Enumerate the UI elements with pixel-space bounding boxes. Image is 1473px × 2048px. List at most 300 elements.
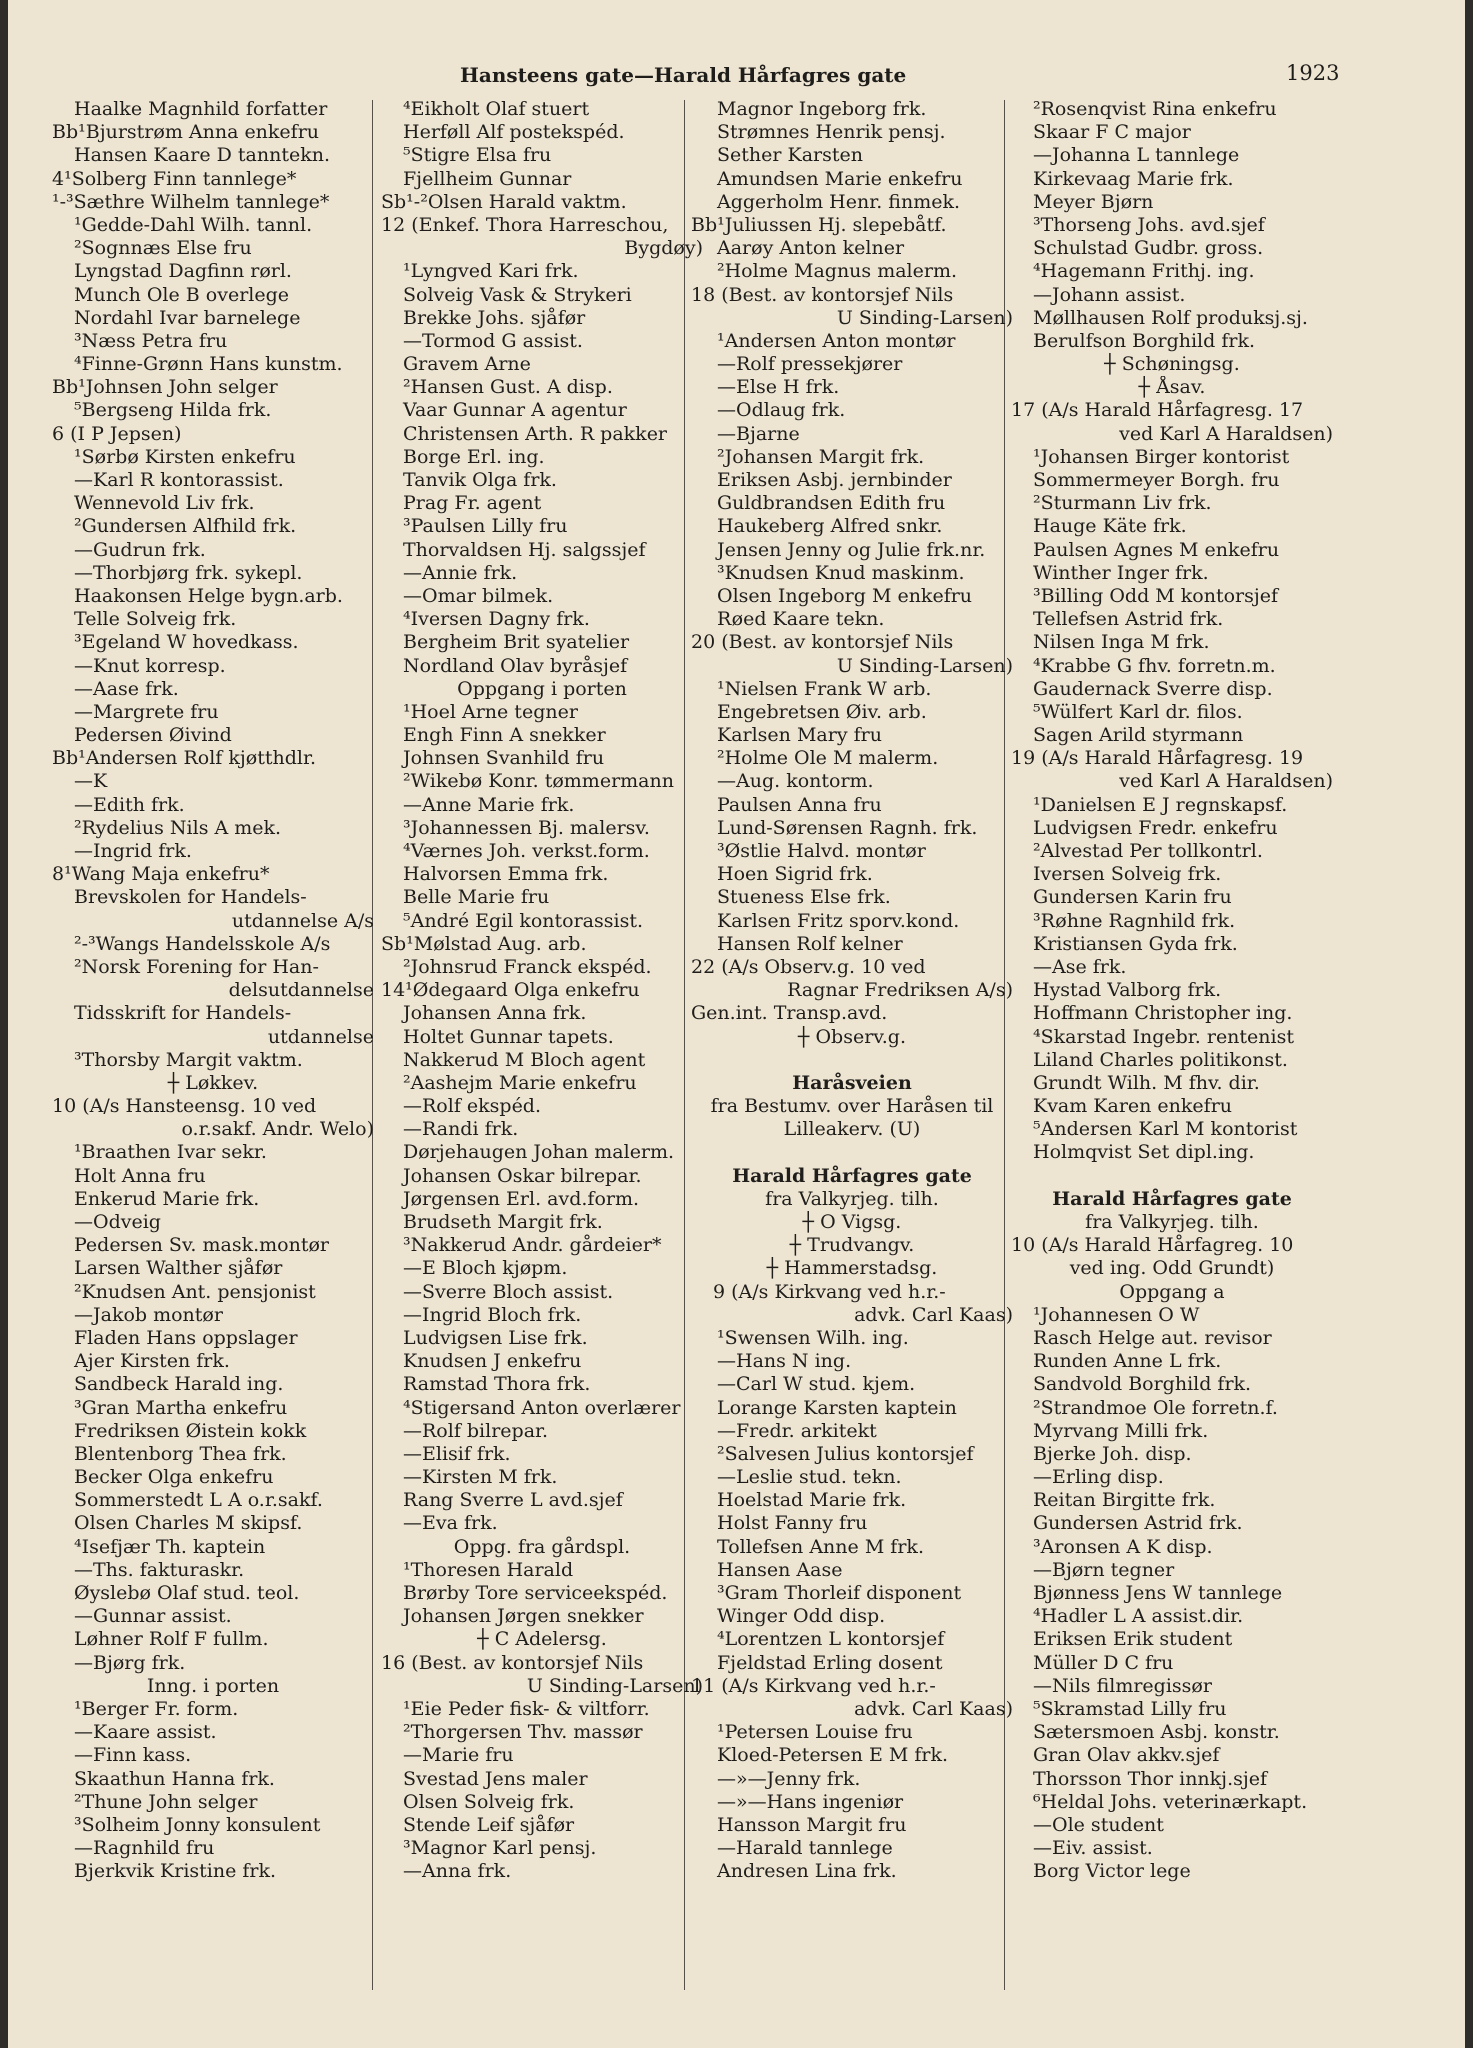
directory-line: advk. Carl Kaas): [854, 1697, 1013, 1720]
directory-line: Jørgensen Erl. avd.form.: [403, 1187, 640, 1210]
directory-line: Hoffmann Christopher ing.: [1033, 1002, 1293, 1025]
directory-line: —Tormod G assist.: [403, 329, 583, 352]
directory-line: ¹Berger Fr. form.: [74, 1697, 239, 1720]
directory-line: fra Valkyrjeg. tilh.: [1085, 1211, 1259, 1233]
directory-line: ²Salvesen Julius kontorsjef: [717, 1442, 974, 1465]
directory-line: Becker Olga enkefru: [74, 1466, 274, 1489]
directory-line: Johansen Oskar bilrepar.: [403, 1164, 642, 1187]
directory-line: —Randi frk.: [403, 1118, 519, 1141]
directory-line: ¹Andersen Anton montør: [717, 329, 956, 352]
directory-line: Haakonsen Helge bygn.arb.: [74, 584, 343, 607]
directory-line: Enkerud Marie frk.: [74, 1187, 260, 1210]
directory-line: ⁵Andersen Karl M kontorist: [1033, 1118, 1298, 1141]
directory-line: Lyngstad Dagfinn rørl.: [74, 260, 292, 283]
directory-line: ²Sognnæs Else fru: [74, 237, 252, 260]
directory-line: —Ingrid Bloch frk.: [403, 1303, 582, 1326]
directory-line: Nakkerud M Bloch agent: [403, 1048, 646, 1071]
directory-line: ³Solheim Jonny konsulent: [74, 1813, 321, 1836]
directory-line: Oppgang i porten: [457, 677, 627, 700]
directory-line: ⁵Bergseng Hilda frk.: [74, 399, 272, 422]
directory-line: —K: [74, 770, 108, 793]
directory-line: Magnor Ingeborg frk.: [717, 98, 927, 120]
directory-line: ┼ Åsav.: [1138, 376, 1206, 399]
directory-line: Halvorsen Emma frk.: [403, 863, 609, 886]
directory-line: Pedersen Øivind: [74, 724, 232, 747]
directory-line: [1011, 1165, 1333, 1188]
directory-line: Bb¹Johnsen John selger: [52, 376, 278, 399]
directory-line: Gaudernack Sverre disp.: [1033, 677, 1273, 700]
column-2: [381, 98, 703, 1883]
directory-line: Sætersmoen Asbj. konstr.: [1033, 1721, 1280, 1744]
directory-line: ⁵Wülfert Karl dr. filos.: [1033, 700, 1243, 723]
directory-line: Ludvigsen Fredr. enkefru: [1033, 816, 1278, 839]
directory-line: Olsen Ingeborg M enkefru: [717, 584, 973, 607]
directory-line: Holtet Gunnar tapets.: [403, 1025, 614, 1048]
directory-line: —Ase frk.: [1033, 955, 1127, 978]
directory-line: Bygdøy): [624, 237, 703, 260]
directory-line: Brørby Tore serviceekspéd.: [403, 1582, 668, 1604]
directory-line: Dørjehaugen Johan malerm.: [403, 1141, 675, 1164]
directory-line: ¹Sørbø Kirsten enkefru: [74, 445, 296, 468]
directory-line: ¹-³Sæthre Wilhelm tannlege*: [52, 190, 330, 213]
directory-line: ¹Braathen Ivar sekr.: [74, 1141, 267, 1164]
directory-line: ²Thorgersen Thv. massør: [403, 1721, 643, 1744]
directory-line: —Ths. fakturaskr.: [74, 1558, 245, 1581]
column-3: [691, 98, 1013, 1883]
directory-line: utdannelse: [267, 1025, 374, 1048]
directory-line: —Harald tannlege: [717, 1837, 893, 1860]
directory-line: Gran Olav akkv.sjef: [1033, 1744, 1220, 1767]
directory-line: Wennevold Liv frk.: [74, 492, 255, 515]
directory-line: ¹Johansen Birger kontorist: [1033, 445, 1290, 468]
directory-line: Bjerkvik Kristine frk.: [74, 1860, 277, 1883]
directory-line: —»—Hans ingeniør: [717, 1790, 904, 1813]
directory-line: Hoen Sigrid frk.: [717, 863, 873, 886]
directory-line: ²Hansen Gust. A disp.: [403, 376, 613, 399]
directory-line: Munch Ole B overlege: [74, 283, 290, 306]
directory-line: —Leslie stud. tekn.: [717, 1466, 902, 1489]
directory-line: Eriksen Asbj. jernbinder: [717, 469, 952, 491]
directory-line: —Anne Marie frk.: [403, 793, 575, 816]
directory-line: Guldbrandsen Edith fru: [717, 492, 946, 515]
directory-line: Aggerholm Henr. finmek.: [717, 190, 961, 213]
directory-line: —Aase frk.: [74, 677, 179, 700]
directory-line: Kloed-Petersen E M frk.: [717, 1744, 949, 1767]
directory-line: ⁶Heldal Johs. veterinærkapt.: [1033, 1790, 1308, 1813]
directory-line: Bjønness Jens W tannlege: [1033, 1582, 1283, 1604]
directory-line: —Annie frk.: [403, 561, 518, 584]
directory-line: Jensen Jenny og Julie frk.nr.: [717, 538, 986, 561]
directory-line: Nilsen Inga M frk.: [1033, 631, 1210, 654]
directory-line: Rasch Helge aut. revisor: [1033, 1326, 1272, 1349]
street-heading: Haråsveien: [792, 1071, 912, 1094]
directory-line: ³Thorseng Johs. avd.sjef: [1033, 213, 1265, 236]
directory-line: Nordahl Ivar barnelege: [74, 306, 301, 329]
directory-line: Gundersen Karin fru: [1033, 886, 1232, 909]
directory-line: 9 (A/s Kirkvang ved h.r.-: [713, 1280, 946, 1303]
directory-line: ²Gundersen Alfhild frk.: [74, 515, 297, 538]
directory-line: Winger Odd disp.: [717, 1605, 886, 1628]
directory-line: Sether Karsten: [717, 144, 863, 167]
directory-line: ³Gram Thorleif disponent: [717, 1582, 962, 1604]
directory-line: Reitan Birgitte frk.: [1033, 1489, 1216, 1512]
directory-line: 19 (A/s Harald Hårfagresg. 19: [1011, 747, 1304, 770]
directory-line: Oppg. fra gårdspl.: [453, 1535, 631, 1558]
directory-line: —Ole student: [1033, 1813, 1164, 1836]
directory-line: ved Karl A Haraldsen): [1119, 422, 1333, 445]
directory-line: ved Karl A Haraldsen): [1119, 770, 1333, 793]
directory-line: Paulsen Agnes M enkefru: [1033, 538, 1280, 561]
directory-line: Hansen Rolf kelner: [717, 932, 903, 955]
directory-line: Vaar Gunnar A agentur: [403, 399, 627, 422]
directory-line: Rang Sverre L avd.sjef: [403, 1489, 623, 1512]
directory-line: ²Thune John selger: [74, 1790, 258, 1813]
directory-line: 18 (Best. av kontorsjef Nils: [691, 283, 954, 306]
directory-line: 8¹Wang Maja enkefru*: [52, 863, 270, 886]
directory-line: Bergheim Brit syatelier: [403, 631, 630, 654]
directory-line: ³Thorsby Margit vaktm.: [74, 1048, 303, 1071]
directory-line: o.r.sakf. Andr. Welo): [181, 1118, 374, 1141]
directory-line: —Eiv. assist.: [1033, 1837, 1153, 1860]
directory-line: Schulstad Gudbr. gross.: [1033, 237, 1264, 260]
directory-line: Engebretsen Øiv. arb.: [717, 700, 927, 723]
directory-line: Fjellheim Gunnar: [403, 167, 572, 190]
directory-line: Møllhausen Rolf produksj.sj.: [1033, 306, 1308, 329]
directory-line: Liland Charles politikonst.: [1033, 1048, 1288, 1071]
directory-line: —Margrete fru: [74, 700, 219, 723]
directory-line: 4¹Solberg Finn tannlege*: [52, 167, 297, 190]
directory-line: Oppgang a: [1119, 1280, 1225, 1303]
directory-line: Svestad Jens maler: [403, 1767, 588, 1790]
directory-line: ²Norsk Forening for Han-: [74, 955, 319, 978]
directory-line: —Johann assist.: [1033, 283, 1186, 306]
directory-line: ⁴Lorentzen L kontorsjef: [717, 1628, 945, 1651]
directory-line: Lilleakerv. (U): [783, 1118, 921, 1141]
directory-line: ²Strandmoe Ole forretn.f.: [1033, 1396, 1278, 1419]
directory-line: ³Aronsen A K disp.: [1033, 1535, 1213, 1558]
directory-line: —Omar bilmek.: [403, 584, 554, 607]
directory-line: ³Nakkerud Andr. gårdeier*: [403, 1234, 662, 1257]
directory-line: Stueness Else frk.: [717, 886, 891, 909]
directory-line: ┼ O Vigsg.: [802, 1211, 902, 1233]
directory-line: Karlsen Fritz sporv.kond.: [717, 909, 960, 932]
directory-line: Berulfson Borghild frk.: [1033, 329, 1256, 352]
directory-line: U Sinding-Larsen): [836, 654, 1013, 677]
directory-line: Sommerstedt L A o.r.sakf.: [74, 1489, 323, 1512]
directory-line: 11 (A/s Kirkvang ved h.r.-: [691, 1674, 936, 1697]
directory-line: ⁵Skramstad Lilly fru: [1033, 1697, 1227, 1720]
directory-line: Skaar F C major: [1033, 121, 1191, 144]
directory-line: —E Bloch kjøpm.: [403, 1257, 568, 1280]
directory-line: Paulsen Anna fru: [717, 793, 882, 816]
directory-line: ²Sturmann Liv frk.: [1033, 492, 1212, 515]
directory-line: utdannelse A/s: [231, 909, 374, 932]
directory-line: fra Valkyrjeg. tilh.: [765, 1187, 939, 1210]
directory-line: ⁴Isefjær Th. kaptein: [74, 1535, 266, 1558]
directory-line: Skaathun Hanna frk.: [74, 1767, 275, 1790]
directory-line: U Sinding-Larsen): [526, 1674, 703, 1697]
directory-line: ⁵Stigre Elsa fru: [403, 144, 552, 167]
directory-line: —Bjarne: [717, 422, 800, 445]
directory-line: Runden Anne L frk.: [1033, 1350, 1222, 1373]
directory-line: [691, 1141, 1013, 1164]
directory-line: —Thorbjørg frk. sykepl.: [74, 561, 303, 584]
directory-line: Holt Anna fru: [74, 1164, 206, 1187]
directory-line: ²Rydelius Nils A mek.: [74, 816, 282, 839]
directory-line: Aarøy Anton kelner: [717, 237, 905, 260]
directory-line: Belle Marie fru: [403, 886, 550, 909]
directory-line: ²Knudsen Ant. pensjonist: [74, 1280, 316, 1303]
directory-line: —Ingrid frk.: [74, 840, 192, 862]
directory-line: ┼ C Adelersg.: [477, 1628, 607, 1651]
directory-line: Brevskolen for Handels-: [74, 886, 307, 909]
directory-line: ¹Danielsen E J regnskapsf.: [1033, 793, 1288, 816]
directory-line: —Carl W stud. kjem.: [717, 1373, 916, 1396]
directory-line: fra Bestumv. over Haråsen til: [710, 1095, 994, 1118]
directory-line: Holst Fanny fru: [717, 1512, 868, 1535]
page-header-title: Hansteens gate—Harald Hårfagres gate: [460, 63, 907, 87]
directory-line: —Rolf bilrepar.: [403, 1419, 549, 1442]
directory-line: 14¹Ødegaard Olga enkefru: [381, 979, 640, 1002]
directory-line: ³Johannessen Bj. malersv.: [403, 816, 650, 839]
directory-line: U Sinding-Larsen): [836, 306, 1013, 329]
directory-line: Eriksen Erik student: [1033, 1628, 1233, 1651]
directory-line: Haalke Magnhild forfatter: [74, 98, 328, 120]
directory-line: —Anna frk.: [403, 1860, 512, 1883]
directory-line: ³Røhne Ragnhild frk.: [1033, 909, 1236, 932]
directory-line: Ramstad Thora frk.: [403, 1373, 591, 1396]
directory-line: ⁴Finne-Grønn Hans kunstm.: [74, 353, 343, 376]
directory-line: —Rolf ekspéd.: [403, 1095, 542, 1118]
directory-page: [8, 0, 1465, 2048]
directory-line: Stende Leif sjåfør: [403, 1813, 575, 1836]
directory-line: Lorange Karsten kaptein: [717, 1396, 957, 1419]
directory-line: —Elisif frk.: [403, 1442, 511, 1465]
directory-line: ²Johnsrud Franck ekspéd.: [403, 955, 652, 978]
directory-line: Fjeldstad Erling dosent: [717, 1651, 943, 1674]
directory-line: ¹Eie Peder fisk- & viltforr.: [403, 1697, 650, 1720]
directory-line: ²-³Wangs Handelsskole A/s: [74, 932, 331, 955]
directory-line: Knudsen J enkefru: [403, 1350, 582, 1373]
directory-line: 10 (A/s Hansteensg. 10 ved: [52, 1095, 317, 1118]
directory-line: ⁴Skarstad Ingebr. rentenist: [1033, 1025, 1294, 1048]
directory-line: Øyslebø Olaf stud. teol.: [74, 1582, 300, 1604]
directory-line: Tollefsen Anne M frk.: [717, 1535, 924, 1558]
directory-line: Winther Inger frk.: [1033, 561, 1209, 584]
directory-line: Bb¹Andersen Rolf kjøtthdlr.: [52, 747, 316, 770]
directory-line: —Kirsten M frk.: [403, 1466, 558, 1489]
directory-line: Pedersen Sv. mask.montør: [74, 1234, 330, 1257]
directory-line: ┼ Trudvangv.: [789, 1234, 915, 1257]
directory-line: Telle Solveig frk.: [74, 608, 237, 631]
directory-line: —Gunnar assist.: [74, 1605, 232, 1628]
directory-line: —Else H frk.: [717, 376, 840, 399]
street-heading: Harald Hårfagres gate: [732, 1164, 972, 1187]
directory-line: ┼ Observ.g.: [797, 1025, 907, 1048]
directory-line: ²Wikebø Konr. tømmermann: [403, 770, 674, 793]
directory-line: Sommermeyer Borgh. fru: [1033, 469, 1280, 491]
directory-line: Andresen Lina frk.: [717, 1860, 897, 1883]
directory-line: Myrvang Milli frk.: [1033, 1419, 1209, 1442]
directory-line: Gen.int. Transp.avd.: [691, 1002, 888, 1025]
directory-line: ⁴Hagemann Frithj. ing.: [1033, 260, 1255, 283]
directory-line: —Kaare assist.: [74, 1721, 217, 1744]
directory-line: —Hans N ing.: [717, 1350, 852, 1373]
directory-line: Johnsen Svanhild fru: [403, 747, 605, 770]
directory-line: Karlsen Mary fru: [717, 724, 882, 747]
directory-line: ⁴Værnes Joh. verkst.form.: [403, 840, 650, 862]
directory-line: —Knut korresp.: [74, 654, 226, 677]
directory-line: Brekke Johs. sjåfør: [403, 306, 586, 329]
directory-line: ¹Lyngved Kari frk.: [403, 260, 579, 283]
directory-line: Johansen Anna frk.: [403, 1002, 587, 1025]
directory-line: —Rolf pressekjører: [717, 353, 903, 376]
directory-line: Johansen Jørgen snekker: [403, 1605, 644, 1628]
directory-line: ¹Hoel Arne tegner: [403, 700, 578, 723]
directory-line: Inng. i porten: [146, 1674, 280, 1697]
directory-line: Lund-Sørensen Ragnh. frk.: [717, 816, 978, 839]
directory-line: Meyer Bjørn: [1033, 190, 1154, 213]
directory-line: Strømnes Henrik pensj.: [717, 121, 946, 144]
directory-line: Borg Victor lege: [1033, 1860, 1191, 1883]
directory-line: ⁴Eikholt Olaf stuert: [403, 98, 590, 120]
directory-line: Kirkevaag Marie frk.: [1033, 167, 1234, 190]
directory-line: Iversen Solveig frk.: [1033, 863, 1222, 886]
directory-line: ²Holme Ole M malerm.: [717, 747, 939, 770]
directory-line: —Bjørn tegner: [1033, 1558, 1175, 1581]
directory-line: 12 (Enkef. Thora Harreschou,: [381, 213, 669, 236]
directory-line: Ragnar Fredriksen A/s): [787, 979, 1013, 1002]
directory-line: ┼ Hammerstadsg.: [766, 1257, 938, 1280]
directory-line: Sb¹Mølstad Aug. arb.: [381, 932, 587, 955]
directory-line: ¹Petersen Louise fru: [717, 1721, 913, 1744]
directory-line: Tidsskrift for Handels-: [74, 1002, 292, 1025]
directory-line: ³Billing Odd M kontorsjef: [1033, 584, 1279, 607]
directory-line: —Odlaug frk.: [717, 399, 846, 422]
directory-line: Brudseth Margit frk.: [403, 1211, 603, 1233]
directory-line: Solveig Vask & Strykeri: [403, 283, 632, 306]
directory-line: Borge Erl. ing.: [403, 445, 545, 468]
directory-line: —Karl R kontorassist.: [74, 469, 284, 491]
directory-line: ³Gran Martha enkefru: [74, 1396, 288, 1419]
directory-line: —Fredr. arkitekt: [717, 1419, 877, 1442]
page-number: 1923: [1286, 61, 1340, 85]
directory-line: Bb¹Juliussen Hj. slepebåtf.: [691, 213, 947, 236]
directory-line: Gravem Arne: [403, 353, 531, 376]
directory-line: Hystad Valborg frk.: [1033, 979, 1222, 1002]
directory-line: Müller D C fru: [1033, 1651, 1174, 1674]
directory-line: ³Næss Petra fru: [74, 329, 228, 352]
directory-line: Christensen Arth. R pakker: [403, 422, 668, 445]
directory-line: ¹Johannesen O W: [1033, 1303, 1200, 1326]
directory-line: Tanvik Olga frk.: [403, 469, 557, 491]
directory-line: —»—Jenny frk.: [717, 1767, 861, 1790]
directory-line: ²Johansen Margit frk.: [717, 445, 925, 468]
directory-line: —Finn kass.: [74, 1744, 192, 1767]
directory-line: ┼ Løkkev.: [167, 1071, 259, 1094]
directory-line: Tellefsen Astrid frk.: [1033, 608, 1224, 631]
directory-line: Bjerke Joh. disp.: [1033, 1442, 1192, 1465]
directory-line: Ludvigsen Lise frk.: [403, 1326, 588, 1349]
directory-line: Prag Fr. agent: [403, 492, 542, 515]
directory-line: 10 (A/s Harald Hårfagreg. 10: [1011, 1234, 1294, 1257]
directory-line: ³Egeland W hovedkass.: [74, 631, 299, 654]
directory-line: —Aug. kontorm.: [717, 770, 874, 793]
directory-line: Olsen Charles M skipsf.: [74, 1512, 303, 1535]
directory-line: ¹Gedde-Dahl Wilh. tannl.: [74, 213, 313, 236]
directory-line: Ajer Kirsten frk.: [74, 1350, 230, 1373]
directory-line: Herføll Alf postekspéd.: [403, 121, 625, 144]
directory-line: ved ing. Odd Grundt): [1069, 1257, 1275, 1280]
directory-line: Hauge Käte frk.: [1033, 515, 1187, 538]
directory-line: 6 (I P Jepsen): [52, 422, 182, 445]
directory-line: Hoelstad Marie frk.: [717, 1489, 907, 1512]
directory-line: Bb¹Bjurstrøm Anna enkefru: [52, 121, 320, 144]
directory-line: ┼ Schøningsg.: [1104, 353, 1240, 376]
directory-line: advk. Carl Kaas): [854, 1303, 1013, 1326]
directory-line: —Sverre Bloch assist.: [403, 1280, 614, 1303]
directory-line: Grundt Wilh. M fhv. dir.: [1033, 1071, 1260, 1094]
directory-line: [691, 1049, 1013, 1072]
directory-line: Thorsson Thor innkj.sjef: [1033, 1767, 1268, 1790]
directory-line: Holmqvist Set dipl.ing.: [1033, 1141, 1255, 1164]
directory-line: Kvam Karen enkefru: [1033, 1095, 1233, 1118]
directory-line: Sandvold Borghild frk.: [1033, 1373, 1252, 1396]
directory-line: Blentenborg Thea frk.: [74, 1442, 287, 1465]
directory-line: —Johanna L tannlege: [1033, 144, 1240, 167]
directory-line: —Bjørg frk.: [74, 1651, 186, 1674]
directory-line: Hansson Margit fru: [717, 1813, 907, 1836]
directory-line: ³Knudsen Knud maskinm.: [717, 561, 965, 584]
directory-line: 22 (A/s Observ.g. 10 ved: [691, 955, 926, 978]
directory-line: Hansen Kaare D tanntekn.: [74, 144, 330, 167]
directory-line: Fladen Hans oppslager: [74, 1326, 298, 1349]
directory-line: ⁴Hadler L A assist.dir.: [1033, 1605, 1244, 1628]
column-1: [52, 98, 374, 1883]
directory-line: ⁴Krabbe G fhv. forretn.m.: [1033, 654, 1276, 677]
street-heading: Harald Hårfagres gate: [1052, 1187, 1292, 1210]
directory-line: —Jakob montør: [74, 1303, 223, 1326]
directory-line: ²Holme Magnus malerm.: [717, 260, 958, 283]
directory-line: Larsen Walther sjåfør: [74, 1257, 283, 1280]
directory-line: ⁵André Egil kontorassist.: [403, 909, 644, 932]
directory-line: delsutdannelse: [228, 979, 374, 1002]
directory-line: Thorvaldsen Hj. salgssjef: [403, 538, 646, 561]
directory-line: ³Magnor Karl pensj.: [403, 1837, 597, 1860]
directory-line: Løhner Rolf F fullm.: [74, 1628, 269, 1651]
directory-line: ⁴Iversen Dagny frk.: [403, 608, 590, 631]
directory-line: Sandbeck Harald ing.: [74, 1373, 284, 1396]
directory-line: ²Rosenqvist Rina enkefru: [1033, 98, 1277, 120]
directory-line: —Edith frk.: [74, 793, 185, 816]
directory-line: 16 (Best. av kontorsjef Nils: [381, 1651, 644, 1674]
column-4: [1011, 98, 1333, 1883]
directory-line: Kristiansen Gyda frk.: [1033, 932, 1238, 955]
directory-line: —Ragnhild fru: [74, 1837, 215, 1860]
directory-line: Gundersen Astrid frk.: [1033, 1512, 1243, 1535]
directory-line: Engh Finn A snekker: [403, 724, 606, 747]
directory-line: Amundsen Marie enkefru: [717, 167, 963, 190]
directory-line: Røed Kaare tekn.: [717, 608, 885, 631]
directory-line: 20 (Best. av kontorsjef Nils: [691, 631, 954, 654]
directory-line: Haukeberg Alfred snkr.: [717, 515, 943, 538]
directory-line: ²Alvestad Per tollkontrl.: [1033, 840, 1263, 862]
directory-line: —Gudrun frk.: [74, 538, 206, 561]
directory-line: ²Aashejm Marie enkefru: [403, 1071, 637, 1094]
directory-line: —Marie fru: [403, 1744, 514, 1767]
directory-line: ¹Nielsen Frank W arb.: [717, 677, 932, 700]
directory-line: 17 (A/s Harald Hårfagresg. 17: [1011, 399, 1304, 422]
